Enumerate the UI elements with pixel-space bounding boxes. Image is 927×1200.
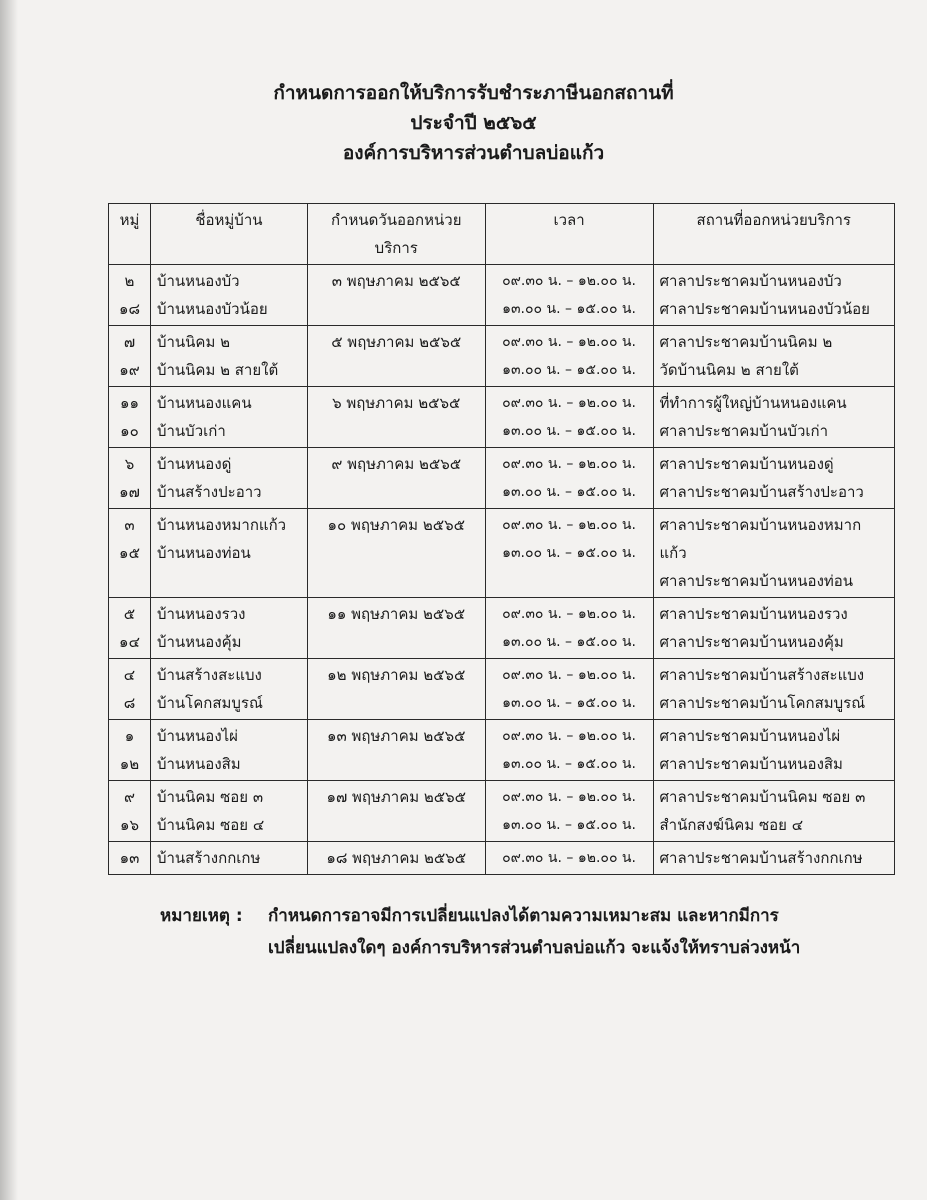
service-place-cell-line: ศาลาประชาคมบ้านหนองบัวน้อย	[659, 300, 870, 318]
time-cell-line: ๑๓.๐๐ น. – ๑๕.๐๐ น.	[502, 362, 636, 378]
page-edge-shadow	[0, 0, 18, 1200]
moo-cell	[109, 842, 151, 875]
table-row	[109, 326, 895, 387]
time-cell-line: ๐๙.๓๐ น. – ๑๒.๐๐ น.	[502, 517, 636, 533]
village-name-cell	[150, 659, 307, 720]
service-date-cell: ๑๘ พฤษภาคม ๒๕๖๕	[307, 842, 485, 875]
moo-cell	[109, 659, 151, 720]
village-name-cell	[150, 387, 307, 448]
service-place-cell	[653, 448, 895, 509]
service-place-cell-line: ศาลาประชาคมบ้านหนองสิม	[659, 755, 843, 773]
service-place-cell-line: วัดบ้านนิคม ๒ สายใต้	[659, 361, 799, 379]
remark-label: หมายเหตุ :	[160, 906, 243, 926]
moo-cell-line: ๑๒	[119, 755, 140, 773]
moo-cell-line: ๒	[124, 272, 135, 290]
service-date-cell: ๓ พฤษภาคม ๒๕๖๕	[307, 265, 485, 326]
service-place-cell-line: ศาลาประชาคมบ้านหนองไผ่	[659, 727, 841, 745]
service-place-cell-line: ศาลาประชาคมบ้านหนองรวง	[659, 605, 848, 623]
service-place-cell	[653, 842, 895, 875]
time-cell-line: ๐๙.๓๐ น. – ๑๒.๐๐ น.	[502, 789, 636, 805]
village-name-cell-line: บ้านนิคม ซอย ๔	[156, 816, 265, 834]
table-row	[109, 448, 895, 509]
service-place-cell-line: ศาลาประชาคมบ้านโคกสมบูรณ์	[659, 694, 866, 712]
village-name-cell-line: บ้านหนองหมากแก้ว	[156, 516, 287, 534]
moo-cell-line: ๑๗	[119, 483, 140, 501]
time-cell	[485, 598, 653, 659]
village-name-cell	[150, 265, 307, 326]
service-place-cell	[653, 781, 895, 842]
moo-cell	[109, 265, 151, 326]
village-name-cell-line: บ้านหนองแคน	[156, 394, 252, 412]
service-date-cell: ๖ พฤษภาคม ๒๕๖๕	[307, 387, 485, 448]
remark	[160, 900, 800, 964]
village-name-cell-line: บ้านบัวเก่า	[156, 422, 226, 440]
moo-cell-line: ๑๘	[118, 300, 141, 318]
moo-cell-line: ๙	[123, 788, 135, 806]
service-place-cell-line: ศาลาประชาคมบ้านหนองคุ้ม	[659, 633, 844, 651]
time-cell-line: ๐๙.๓๐ น. – ๑๒.๐๐ น.	[502, 728, 636, 744]
time-cell	[485, 326, 653, 387]
table-row	[109, 387, 895, 448]
village-name-cell-line: บ้านนิคม ๒	[156, 333, 230, 351]
moo-cell	[109, 720, 151, 781]
remark-line-1: กำหนดการอาจมีการเปลี่ยนแปลงได้ตามความเหมาะสม และหากมีการ	[268, 906, 779, 926]
title-line-3: องค์การบริหารส่วนตำบลบ่อแก้ว	[342, 142, 605, 164]
moo-cell	[109, 781, 151, 842]
time-cell	[485, 842, 653, 875]
village-name-cell-line: บ้านโคกสมบูรณ์	[156, 694, 263, 712]
time-cell-line: ๐๙.๓๐ น. – ๑๒.๐๐ น.	[502, 606, 636, 622]
moo-cell-line: ๓	[124, 516, 135, 534]
moo-cell-line: ๘	[123, 694, 136, 712]
table-row	[109, 720, 895, 781]
service-place-cell-line: ศาลาประชาคมบ้านหนองหมากแก้ว	[659, 516, 862, 562]
time-cell-line: ๑๓.๐๐ น. – ๑๕.๐๐ น.	[502, 634, 636, 650]
service-place-cell	[653, 326, 895, 387]
time-cell-line: ๑๓.๐๐ น. – ๑๕.๐๐ น.	[502, 695, 636, 711]
time-cell-line: ๑๓.๐๐ น. – ๑๕.๐๐ น.	[502, 301, 636, 317]
service-place-cell	[653, 387, 895, 448]
header-time: เวลา	[485, 204, 653, 265]
time-cell-line: ๐๙.๓๐ น. – ๑๒.๐๐ น.	[502, 850, 636, 866]
village-name-cell	[150, 720, 307, 781]
village-name-cell-line: บ้านนิคม ๒ สายใต้	[156, 361, 279, 379]
service-date-cell: ๑๐ พฤษภาคม ๒๕๖๕	[307, 509, 485, 598]
moo-cell-line: ๗	[123, 333, 136, 351]
village-name-cell-line: บ้านหนองสิม	[156, 755, 241, 773]
time-cell-line: ๐๙.๓๐ น. – ๑๒.๐๐ น.	[502, 273, 636, 289]
village-name-cell-line: บ้านหนองท่อน	[156, 544, 251, 562]
service-place-cell-line: ศาลาประชาคมบ้านนิคม ๒	[659, 333, 833, 351]
service-date-cell: ๙ พฤษภาคม ๒๕๖๕	[307, 448, 485, 509]
village-name-cell	[150, 448, 307, 509]
service-place-cell-line: ศาลาประชาคมบ้านสร้างกกเกษ	[659, 849, 863, 867]
table-header-row	[109, 204, 895, 265]
header-service-place: สถานที่ออกหน่วยบริการ	[653, 204, 895, 265]
time-cell	[485, 659, 653, 720]
service-date-cell: ๑๑ พฤษภาคม ๒๕๖๕	[307, 598, 485, 659]
moo-cell	[109, 509, 151, 598]
service-place-cell	[653, 509, 895, 598]
time-cell	[485, 265, 653, 326]
service-date-cell: ๑๓ พฤษภาคม ๒๕๖๕	[307, 720, 485, 781]
village-name-cell-line: บ้านนิคม ซอย ๓	[156, 788, 264, 806]
moo-cell	[109, 448, 151, 509]
village-name-cell-line: บ้านสร้างปะอาว	[156, 483, 262, 501]
village-name-cell	[150, 509, 307, 598]
service-place-cell-line: สำนักสงฆ์นิคม ซอย ๔	[659, 816, 804, 834]
moo-cell	[109, 387, 151, 448]
time-cell-line: ๑๓.๐๐ น. – ๑๕.๐๐ น.	[502, 545, 636, 561]
service-place-cell-line: ศาลาประชาคมบ้านสร้างปะอาว	[659, 483, 864, 501]
moo-cell-line: ๑๓	[119, 849, 140, 867]
time-cell-line: ๑๓.๐๐ น. – ๑๕.๐๐ น.	[502, 756, 636, 772]
table-row	[109, 265, 895, 326]
service-place-cell-line: ศาลาประชาคมบ้านนิคม ซอย ๓	[659, 788, 866, 806]
moo-cell-line: ๑๔	[119, 633, 140, 651]
time-cell	[485, 387, 653, 448]
service-place-cell	[653, 720, 895, 781]
time-cell-line: ๑๓.๐๐ น. – ๑๕.๐๐ น.	[502, 817, 636, 833]
village-name-cell	[150, 326, 307, 387]
village-name-cell-line: บ้านหนองดู่	[156, 455, 232, 473]
header-service-date: กำหนดวันออกหน่วยบริการ	[307, 204, 485, 265]
time-cell-line: ๑๓.๐๐ น. – ๑๕.๐๐ น.	[502, 484, 636, 500]
header-moo: หมู่	[109, 204, 151, 265]
time-cell	[485, 781, 653, 842]
moo-cell-line: ๑๐	[120, 422, 139, 440]
village-name-cell-line: บ้านหนองไผ่	[156, 727, 238, 745]
service-place-cell-line: ศาลาประชาคมบ้านหนองดู่	[659, 455, 834, 473]
service-date-cell: ๑๒ พฤษภาคม ๒๕๖๕	[307, 659, 485, 720]
village-name-cell-line: บ้านสร้างสะแบง	[156, 666, 262, 684]
moo-cell-line: ๑๙	[119, 361, 140, 379]
service-place-cell	[653, 265, 895, 326]
village-name-cell	[150, 598, 307, 659]
remark-line-2: เปลี่ยนแปลงใดๆ องค์การบริหารส่วนตำบลบ่อแก้ว จะแจ้งให้ทราบล่วงหน้า	[268, 938, 801, 958]
moo-cell-line: ๑๑	[119, 394, 139, 412]
village-name-cell-line: บ้านหนองคุ้ม	[156, 633, 242, 651]
time-cell-line: ๑๓.๐๐ น. – ๑๕.๐๐ น.	[502, 423, 636, 439]
document-title	[0, 78, 927, 168]
table-row	[109, 781, 895, 842]
moo-cell	[109, 598, 151, 659]
service-place-cell-line: ศาลาประชาคมบ้านหนองบัว	[659, 272, 842, 290]
header-village-name: ชื่อหมู่บ้าน	[150, 204, 307, 265]
moo-cell-line: ๑๕	[119, 544, 140, 562]
service-place-cell	[653, 659, 895, 720]
time-cell	[485, 509, 653, 598]
village-name-cell-line: บ้านสร้างกกเกษ	[156, 849, 261, 867]
time-cell	[485, 448, 653, 509]
title-line-2: ประจำปี ๒๕๖๕	[410, 112, 537, 134]
moo-cell-line: ๑	[124, 727, 135, 745]
village-name-cell	[150, 842, 307, 875]
time-cell-line: ๐๙.๓๐ น. – ๑๒.๐๐ น.	[502, 667, 636, 683]
service-date-cell: ๕ พฤษภาคม ๒๕๖๕	[307, 326, 485, 387]
village-name-cell	[150, 781, 307, 842]
service-place-cell-line: ศาลาประชาคมบ้านหนองท่อน	[659, 572, 854, 590]
service-place-cell-line: ศาลาประชาคมบ้านสร้างสะแบง	[659, 666, 865, 684]
village-name-cell-line: บ้านหนองบัวน้อย	[156, 300, 268, 318]
time-cell-line: ๐๙.๓๐ น. – ๑๒.๐๐ น.	[502, 334, 636, 350]
schedule-table	[108, 203, 895, 875]
title-line-1: กำหนดการออกให้บริการรับชำระภาษีนอกสถานที่	[273, 82, 674, 104]
service-place-cell-line: ที่ทำการผู้ใหญ่บ้านหนองแคน	[659, 394, 847, 412]
schedule-body	[109, 265, 895, 875]
table-row	[109, 842, 895, 875]
service-place-cell	[653, 598, 895, 659]
time-cell-line: ๐๙.๓๐ น. – ๑๒.๐๐ น.	[502, 456, 636, 472]
time-cell	[485, 720, 653, 781]
moo-cell-line: ๔	[123, 666, 136, 684]
moo-cell-line: ๕	[123, 605, 136, 623]
table-row	[109, 598, 895, 659]
moo-cell-line: ๑๖	[119, 816, 139, 834]
service-place-cell-line: ศาลาประชาคมบ้านบัวเก่า	[659, 422, 828, 440]
village-name-cell-line: บ้านหนองบัว	[156, 272, 240, 290]
moo-cell-line: ๖	[124, 455, 135, 473]
table-row	[109, 509, 895, 598]
village-name-cell-line: บ้านหนองรวง	[156, 605, 246, 623]
moo-cell	[109, 326, 151, 387]
table-row	[109, 659, 895, 720]
service-date-cell: ๑๗ พฤษภาคม ๒๕๖๕	[307, 781, 485, 842]
time-cell-line: ๐๙.๓๐ น. – ๑๒.๐๐ น.	[502, 395, 636, 411]
